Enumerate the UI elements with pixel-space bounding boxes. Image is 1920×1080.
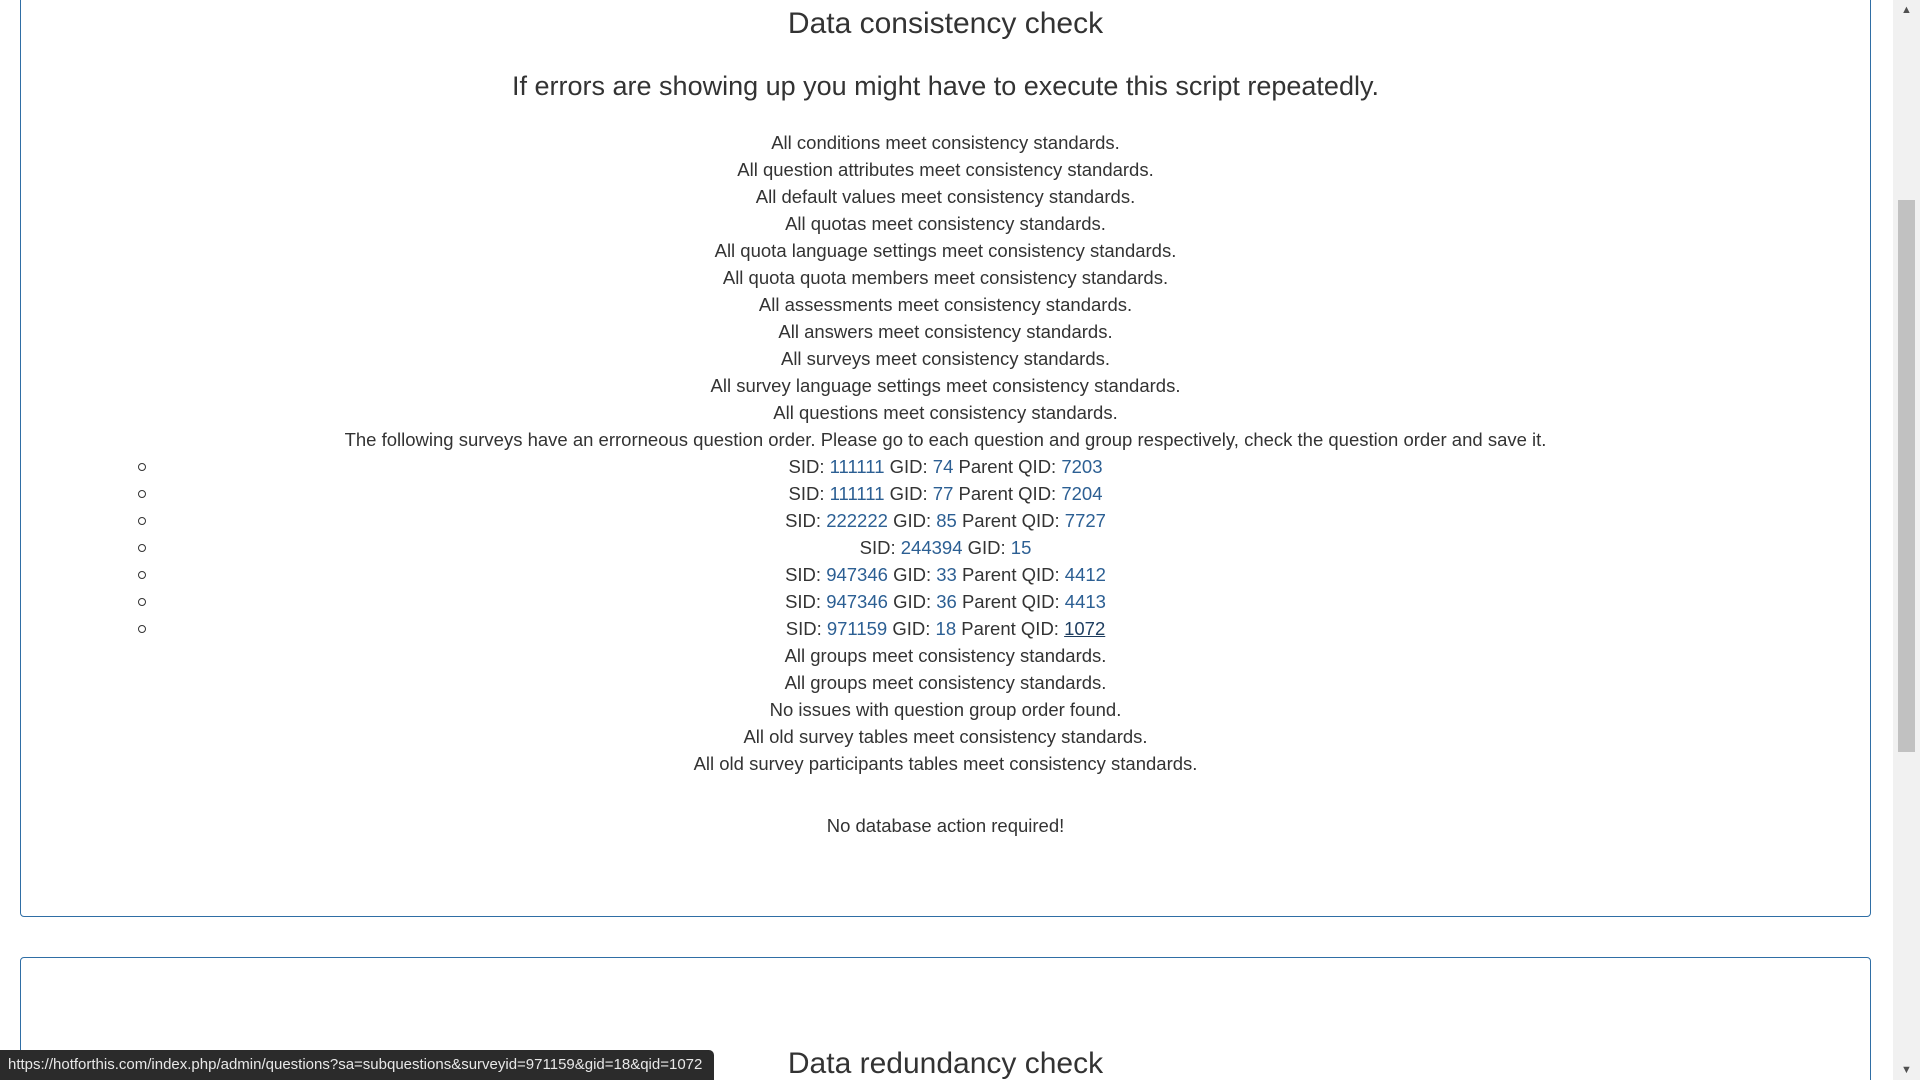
result-line: No issues with question group order found. — [769, 699, 1122, 720]
error-list-item — [21, 453, 1870, 480]
parent-qid-link[interactable]: 7727 — [1064, 510, 1106, 531]
parent-qid-label: Parent QID: — [961, 564, 1060, 585]
page-scrollbar[interactable] — [1893, 0, 1920, 1080]
error-list-item — [21, 480, 1870, 507]
gid-link[interactable]: 74 — [932, 456, 954, 477]
consistency-subtitle: If errors are showing up you might have to execute this script repeatedly. — [512, 71, 1379, 101]
gid-label: GID: — [967, 537, 1006, 558]
error-list-item — [21, 534, 1870, 561]
gid-label: GID: — [889, 483, 928, 504]
circle-bullet-icon — [138, 544, 146, 552]
parent-qid-label: Parent QID: — [961, 618, 1059, 639]
consistency-results — [21, 129, 1870, 777]
result-line: All surveys meet consistency standards. — [780, 348, 1111, 369]
sid-label: SID: — [859, 537, 896, 558]
sid-label: SID: — [785, 618, 822, 639]
circle-bullet-icon — [138, 625, 146, 633]
result-line: All quotas meet consistency standards. — [785, 213, 1106, 234]
gid-label: GID: — [893, 591, 932, 612]
result-line: All quota language settings meet consistency standards. — [714, 240, 1177, 261]
result-line: All old survey tables meet consistency standards. — [743, 726, 1148, 747]
parent-qid-link[interactable]: 7204 — [1061, 483, 1103, 504]
scroll-down-arrow-icon[interactable]: ▼ — [1901, 1064, 1912, 1076]
gid-label: GID: — [893, 564, 932, 585]
scroll-thumb[interactable] — [1898, 200, 1915, 752]
circle-bullet-icon — [138, 598, 146, 606]
result-line: All questions meet consistency standards. — [773, 402, 1118, 423]
sid-label: SID: — [788, 456, 825, 477]
circle-bullet-icon — [138, 490, 146, 498]
result-line: All groups meet consistency standards. — [784, 645, 1107, 666]
parent-qid-link[interactable]: 1072 — [1064, 618, 1106, 639]
result-line: All answers meet consistency standards. — [778, 321, 1113, 342]
result-line: All groups meet consistency standards. — [784, 672, 1107, 693]
sid-label: SID: — [788, 483, 825, 504]
status-bar-url: https://hotforthis.com/index.php/admin/questions?sa=subquestions&surveyid=971159&gid=18&qid=1072 — [0, 1050, 714, 1080]
final-message: No database action required! — [826, 815, 1065, 836]
error-list-item — [21, 507, 1870, 534]
gid-link[interactable]: 36 — [936, 591, 957, 612]
parent-qid-label: Parent QID: — [958, 483, 1057, 504]
sid-link[interactable]: 111111 — [829, 456, 885, 477]
circle-bullet-icon — [138, 571, 146, 579]
sid-link[interactable]: 947346 — [826, 591, 888, 612]
gid-label: GID: — [893, 510, 932, 531]
consistency-panel — [20, 0, 1871, 917]
result-line: All survey language settings meet consistency standards. — [710, 375, 1181, 396]
gid-link[interactable]: 77 — [932, 483, 954, 504]
parent-qid-label: Parent QID: — [958, 456, 1057, 477]
sid-link[interactable]: 244394 — [900, 537, 963, 558]
result-line: All assessments meet consistency standards. — [758, 294, 1133, 315]
parent-qid-link[interactable]: 4412 — [1064, 564, 1106, 585]
sid-label: SID: — [785, 591, 822, 612]
result-line: The following surveys have an errorneous question order. Please go to each question and group respectively, check the question order and save it. — [344, 429, 1547, 450]
sid-link[interactable]: 111111 — [829, 483, 885, 504]
parent-qid-link[interactable]: 7203 — [1061, 456, 1103, 477]
result-line: All conditions meet consistency standards. — [771, 132, 1120, 153]
error-list-item — [21, 588, 1870, 615]
sid-link[interactable]: 971159 — [826, 618, 888, 639]
sid-label: SID: — [785, 510, 822, 531]
result-line: All question attributes meet consistency standards. — [737, 159, 1154, 180]
sid-label: SID: — [785, 564, 822, 585]
error-list-item — [21, 561, 1870, 588]
result-line: All quota quota members meet consistency standards. — [722, 267, 1169, 288]
consistency-title: Data consistency check — [787, 7, 1104, 40]
result-line: All default values meet consistency standards. — [755, 186, 1136, 207]
circle-bullet-icon — [138, 517, 146, 525]
parent-qid-label: Parent QID: — [961, 510, 1060, 531]
parent-qid-link[interactable]: 4413 — [1064, 591, 1106, 612]
result-line: All old survey participants tables meet consistency standards. — [693, 753, 1198, 774]
gid-link[interactable]: 85 — [936, 510, 957, 531]
gid-link[interactable]: 33 — [936, 564, 957, 585]
error-list-item — [21, 615, 1870, 642]
sid-link[interactable]: 947346 — [826, 564, 888, 585]
gid-label: GID: — [889, 456, 928, 477]
circle-bullet-icon — [138, 463, 146, 471]
scroll-up-arrow-icon[interactable]: ▲ — [1901, 4, 1912, 16]
gid-label: GID: — [892, 618, 931, 639]
gid-link[interactable]: 18 — [935, 618, 957, 639]
sid-link[interactable]: 222222 — [826, 510, 888, 531]
redundancy-title: Data redundancy check — [787, 1047, 1104, 1080]
parent-qid-label: Parent QID: — [961, 591, 1060, 612]
gid-link[interactable]: 15 — [1010, 537, 1032, 558]
